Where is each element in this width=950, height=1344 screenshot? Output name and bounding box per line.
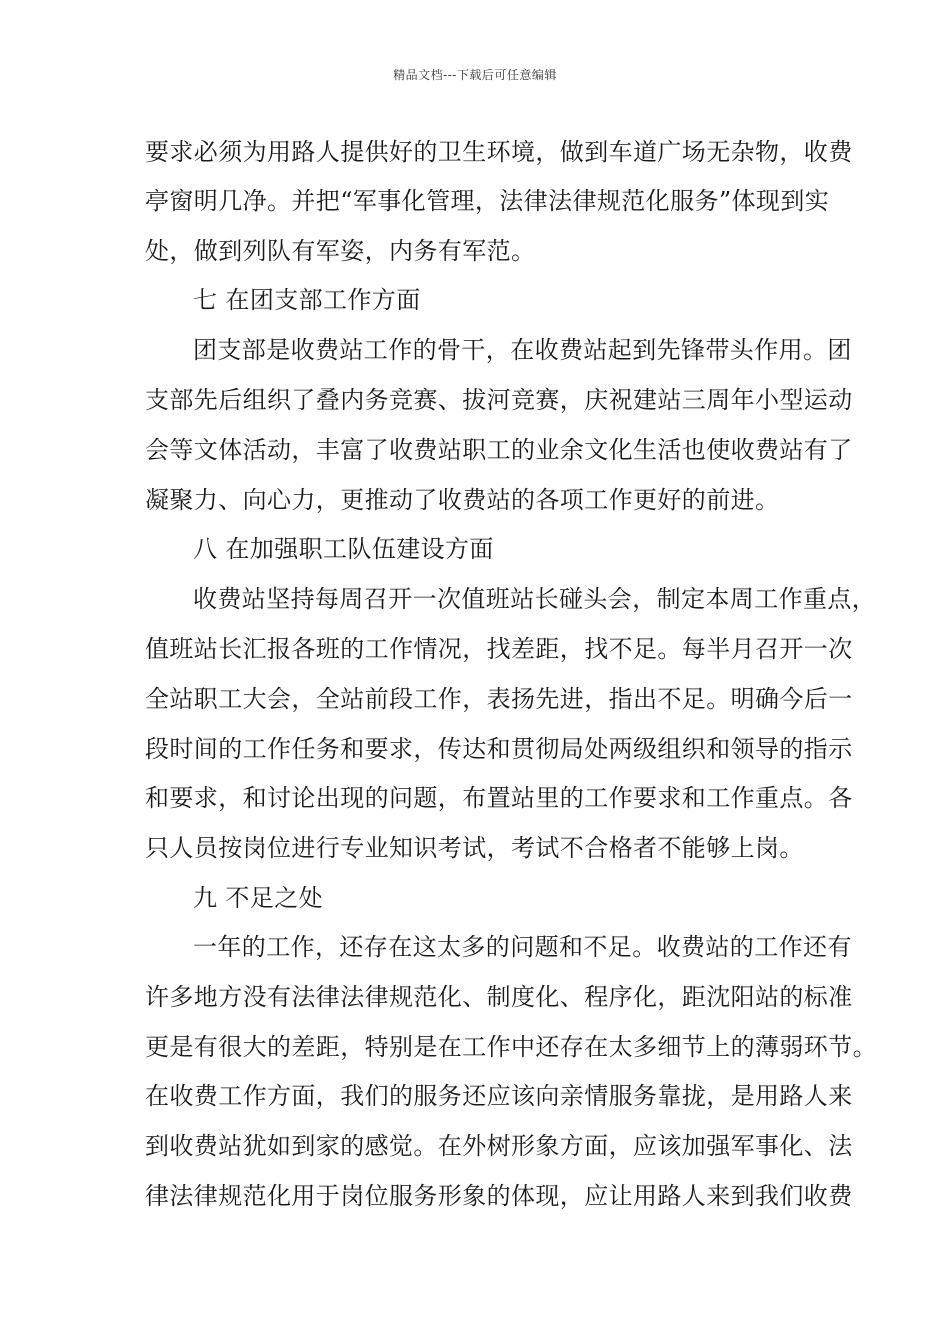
text-line: 要求必须为用路人提供好的卫生环境，做到车道广场无杂物，收费 [145, 138, 853, 166]
text-line: 全站职工大会，全站前段工作，表扬先进，指出不足。明确今后一 [145, 685, 853, 713]
text-line: 到收费站犹如到家的感觉。在外树形象方面，应该加强军事化、法 [145, 1132, 853, 1160]
text-line: 在收费工作方面，我们的服务还应该向亲情服务靠拢，是用路人来 [145, 1082, 853, 1110]
text-line: 团支部是收费站工作的骨干，在收费站起到先锋带头作用。团 [193, 336, 852, 364]
text-line: 律法律规范化用于岗位服务形象的体现，应让用路人来到我们收费 [145, 1182, 853, 1210]
text-line: 值班站长汇报各班的工作情况，找差距，找不足。每半月召开一次 [145, 635, 853, 663]
text-line: 亭窗明几净。并把“军事化管理，法律法律规范化服务”体现到实 [145, 187, 830, 215]
text-line: 处，做到列队有军姿，内务有军范。 [145, 237, 536, 265]
section-heading: 九 不足之处 [193, 884, 324, 912]
page-header: 精品文档---下载后可任意编辑 [393, 68, 557, 82]
text-line: 凝聚力、向心力，更推动了收费站的各项工作更好的前进。 [145, 486, 780, 514]
text-line: 只人员按岗位进行专业知识考试，考试不合格者不能够上岗。 [145, 834, 804, 862]
section-heading: 七 在团支部工作方面 [193, 286, 421, 314]
section-heading: 八 在加强职工队伍建设方面 [193, 535, 494, 563]
text-line: 支部先后组织了叠内务竞赛、拔河竞赛，庆祝建站三周年小型运动 [145, 386, 853, 414]
text-line: 会等文体活动，丰富了收费站职工的业余文化生活也使收费站有了 [145, 436, 853, 464]
text-line: 和要求，和讨论出现的问题，布置站里的工作要求和工作重点。各 [145, 784, 853, 812]
text-line: 收费站坚持每周召开一次值班站长碰头会，制定本周工作重点， [193, 585, 877, 613]
text-line: 段时间的工作任务和要求，传达和贯彻局处两级组织和领导的指示 [145, 735, 853, 763]
text-line: 一年的工作，还存在这太多的问题和不足。收费站的工作还有 [193, 933, 852, 961]
text-line: 许多地方没有法律法律规范化、制度化、程序化，距沈阳站的标准 [145, 983, 853, 1011]
text-line: 更是有很大的差距，特别是在工作中还存在太多细节上的薄弱环节。 [145, 1033, 877, 1061]
